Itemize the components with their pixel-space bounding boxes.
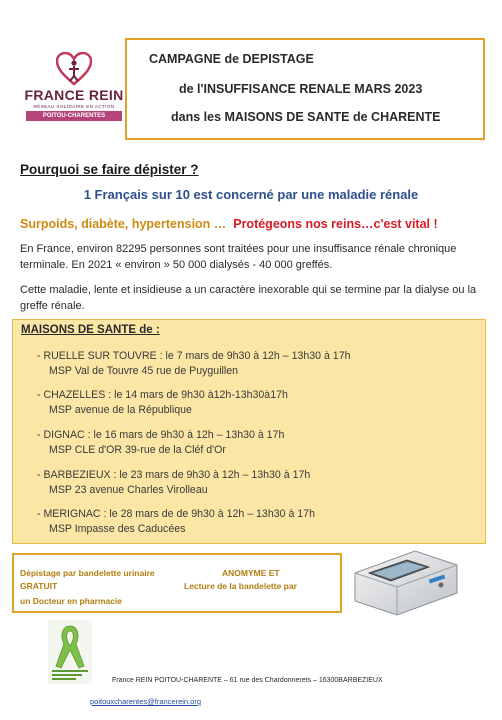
item-location: MSP 23 avenue Charles Virolleau [49, 484, 208, 496]
item-location: MSP avenue de la République [49, 404, 192, 416]
brand-region: POITOU-CHARENTES [26, 111, 122, 121]
campaign-header [125, 38, 485, 140]
header-line-3: dans les MAISONS DE SANTE de CHARENTE [171, 110, 441, 124]
item-date: - CHAZELLES : le 14 mars de 9h30 à12h-13h30à17h [37, 389, 288, 401]
footer-address: France REIN POITOU-CHARENTE – 61 rue des Chardonnerets – 16300BARBEZIEUX [112, 677, 383, 684]
maisons-de-sante-panel [12, 319, 486, 544]
item-location: MSP Val de Touvre 45 rue de Puyguillen [49, 365, 239, 377]
why-title: Pourquoi se faire dépister ? [20, 162, 199, 177]
header-line-1: CAMPAGNE de DEPISTAGE [149, 52, 314, 66]
footer-email-link[interactable]: poitouxcharentes@francerein.org [90, 697, 202, 706]
list-item [37, 507, 315, 537]
heart-logo-icon [56, 52, 92, 86]
list-item [37, 349, 350, 379]
list-item [37, 388, 288, 418]
risk-slogan: Protégeons nos reins…c'est vital ! [233, 217, 438, 231]
item-date: - MERIGNAC : le 28 mars de de 9h30 à 12h – 13h30 à 17h [37, 508, 315, 520]
risk-line [20, 217, 438, 231]
stat-line: 1 Français sur 10 est concerné par une maladie rénale [83, 187, 419, 202]
header-line-2: de l'INSUFFISANCE RENALE MARS 2023 [179, 82, 423, 96]
screening-anonymous: ANOMYME ET [222, 568, 280, 578]
risk-factors: Surpoids, diabète, hypertension … [20, 217, 227, 231]
item-date: - BARBEZIEUX : le 23 mars de 9h30 à 12h – 13h30 à 17h [37, 469, 311, 481]
item-location: MSP CLE d'OR 39-rue de la Cléf d'Or [49, 444, 226, 456]
screening-free: GRATUIT [20, 581, 58, 591]
maisons-title: MAISONS DE SANTE de : [21, 324, 160, 336]
brand-tagline: RÉSEAU SOLIDAIRE EN ACTION [33, 104, 115, 109]
screening-method: Dépistage par bandelette urinaire [20, 568, 155, 578]
list-item [37, 468, 310, 498]
paragraph-statistics: En France, environ 82295 personnes sont traitées pour une insuffisance rénale chronique terminale. En 2021 « environ » 50 000 dialysés - 40 000 greffés. [20, 243, 457, 271]
paragraph-disease: Cette maladie, lente et insidieuse a un caractère inexorable qui se termine par la dialyse ou la greffe rénale. [20, 284, 477, 312]
screening-info-box [12, 553, 342, 613]
item-date: - DIGNAC : le 16 mars de 9h30 à 12h – 13h30 à 17h [37, 429, 285, 441]
france-rein-logo [18, 52, 130, 124]
list-item [37, 428, 284, 458]
brand-name: FRANCE REIN [24, 87, 124, 103]
urine-analyzer-device-image [345, 543, 465, 618]
item-date: - RUELLE SUR TOUVRE : le 7 mars de 9h30 à 12h – 13h30 à 17h [37, 350, 351, 362]
screening-doctor: un Docteur en pharmacie [20, 596, 123, 606]
item-location: MSP Impasse des Caducées [49, 523, 186, 535]
green-ribbon-icon [48, 620, 92, 684]
screening-reading: Lecture de la bandelette par [184, 581, 297, 591]
